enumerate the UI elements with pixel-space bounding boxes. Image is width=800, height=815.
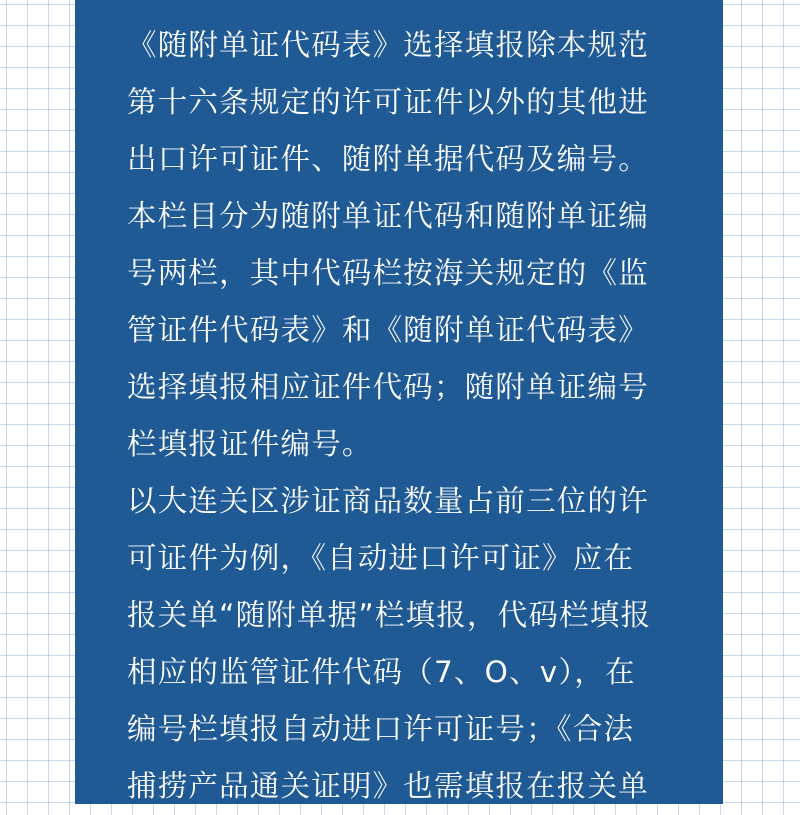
text-line-3: 出口许可证件、随附单据代码及编号。 <box>127 142 649 176</box>
text-line-14: 捕捞产品通关证明》也需填报在报关单 <box>127 769 649 803</box>
text-line-8: 栏填报证件编号。 <box>127 427 373 461</box>
text-line-11: 报关单“随附单据”栏填报，代码栏填报 <box>127 598 652 632</box>
text-line-4: 本栏目分为随附单证代码和随附单证编 <box>127 199 649 233</box>
text-line-6: 管证件代码表》和《随附单证代码表》 <box>127 313 649 347</box>
text-line-5: 号两栏，其中代码栏按海关规定的《监 <box>127 256 649 290</box>
text-line-2: 第十六条规定的许可证件以外的其他进 <box>127 85 649 119</box>
text-line-9: 以大连关区涉证商品数量占前三位的许 <box>127 484 649 518</box>
content-panel <box>75 0 723 804</box>
text-line-7: 选择填报相应证件代码；随附单证编号 <box>127 370 649 404</box>
text-line-13: 编号栏填报自动进口许可证号；《合法 <box>127 712 635 746</box>
text-line-10: 可证件为例，《自动进口许可证》应在 <box>127 541 635 575</box>
text-line-12: 相应的监管证件代码（7、O、v），在 <box>127 655 636 689</box>
text-line-1: 《随附单证代码表》选择填报除本规范 <box>127 28 649 62</box>
